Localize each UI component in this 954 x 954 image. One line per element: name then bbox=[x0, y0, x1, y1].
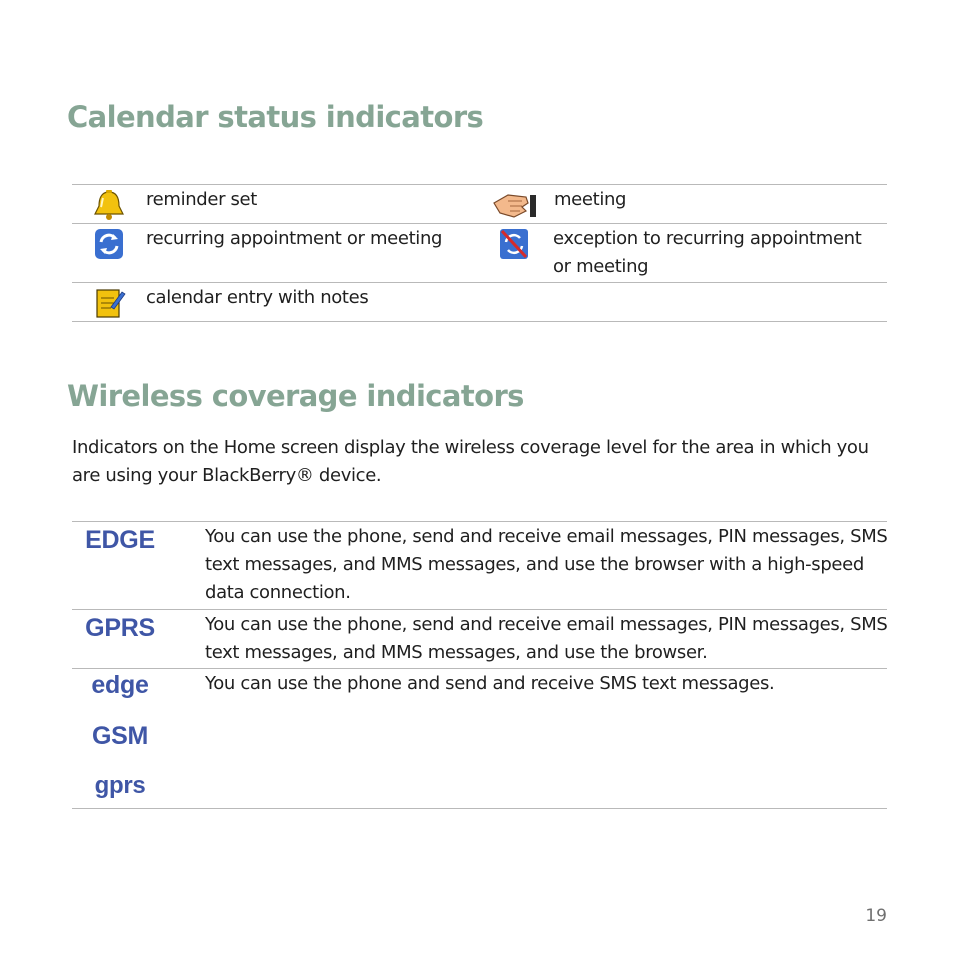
indicator-gprs-label: GPRS bbox=[85, 614, 155, 642]
indicator-description: You can use the phone, send and receive email messages, PIN messages, SMS text messages, and MMS messages, and use the browser with a high-speed data connection. bbox=[205, 526, 888, 603]
wireless-indicators-table bbox=[72, 521, 887, 809]
table-row bbox=[72, 184, 887, 223]
wireless-intro: Indicators on the Home screen display the wireless coverage level for the area in which you are using your BlackBerry® device. bbox=[72, 437, 869, 486]
calendar-item-label: reminder set bbox=[146, 189, 257, 210]
recurring-exception-icon bbox=[494, 228, 534, 260]
indicator-description: You can use the phone and send and receive SMS text messages. bbox=[205, 673, 775, 694]
meeting-hand-icon bbox=[492, 189, 540, 221]
calendar-item-label: exception to recurring appointment or meeting bbox=[553, 228, 862, 277]
page-number: 19 bbox=[865, 906, 887, 926]
calendar-heading: Calendar status indicators bbox=[67, 100, 484, 134]
bell-icon bbox=[89, 189, 129, 221]
indicator-edge-lowercase-label: edge bbox=[91, 671, 149, 699]
calendar-item-label: recurring appointment or meeting bbox=[146, 228, 443, 249]
recurring-icon bbox=[89, 228, 129, 260]
calendar-item-label: calendar entry with notes bbox=[146, 287, 369, 308]
indicator-gprs-lowercase-label: gprs bbox=[94, 772, 146, 799]
table-row bbox=[72, 282, 887, 322]
wireless-heading: Wireless coverage indicators bbox=[67, 379, 524, 413]
indicator-gsm-label: GSM bbox=[91, 722, 149, 750]
notes-icon bbox=[89, 287, 129, 319]
table-row bbox=[72, 668, 887, 809]
calendar-item-label: meeting bbox=[554, 189, 627, 210]
table-row bbox=[72, 609, 887, 668]
indicator-description: You can use the phone, send and receive email messages, PIN messages, SMS text messages, and MMS messages, and use the browser. bbox=[205, 614, 888, 663]
table-row bbox=[72, 223, 887, 282]
calendar-indicators-table bbox=[72, 184, 887, 322]
indicator-edge-label: EDGE bbox=[85, 526, 155, 554]
table-row bbox=[72, 521, 887, 609]
